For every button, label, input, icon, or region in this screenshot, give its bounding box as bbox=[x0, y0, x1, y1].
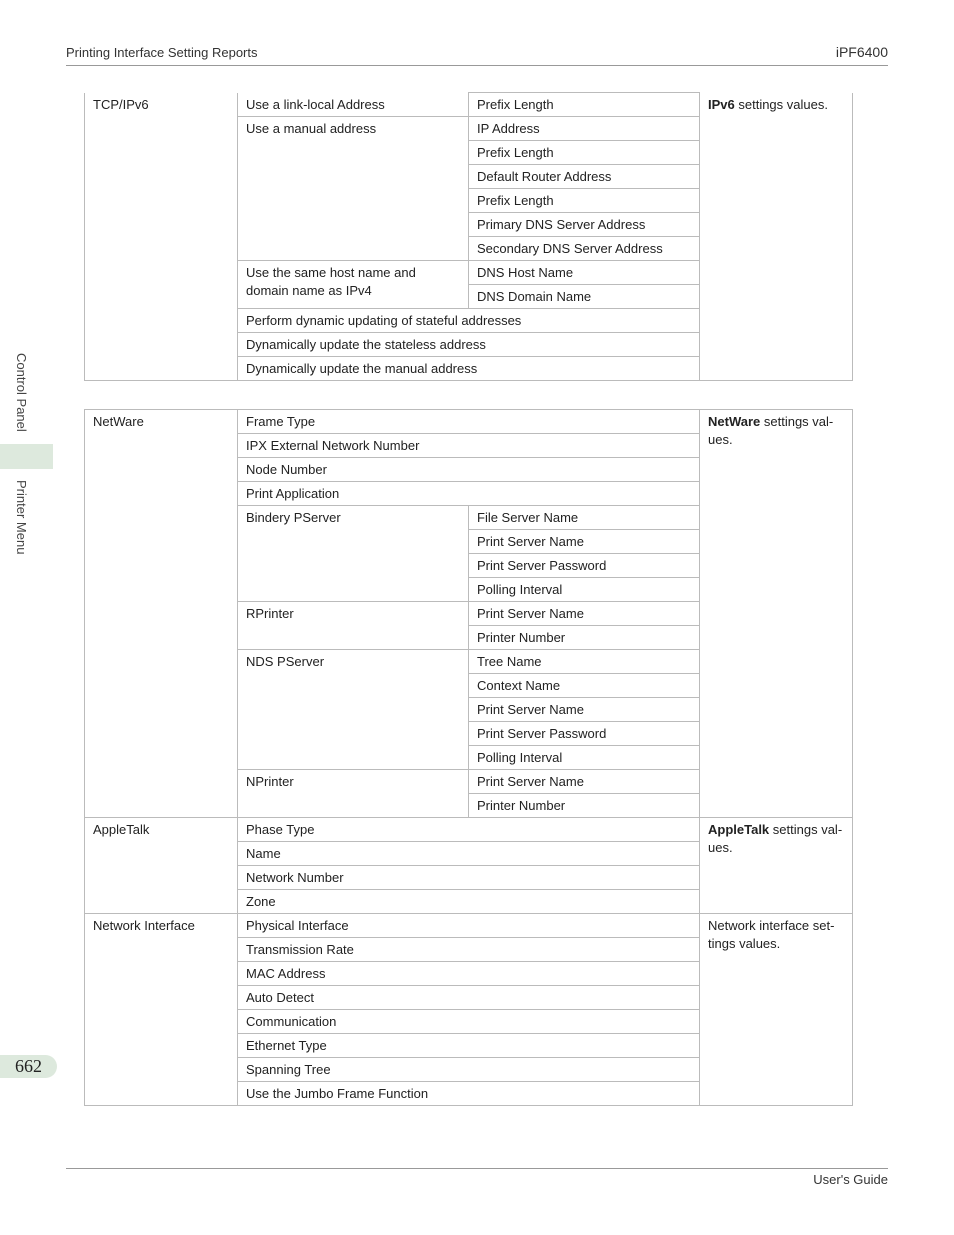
section-description: AppleTalk settings val-ues. bbox=[700, 818, 853, 914]
setting-name: Zone bbox=[238, 890, 700, 914]
setting-name: NPrinter bbox=[238, 770, 469, 818]
sub-setting: DNS Host Name bbox=[469, 261, 700, 285]
sub-setting: Prefix Length bbox=[469, 189, 700, 213]
setting-name: Print Application bbox=[238, 482, 700, 506]
sub-setting: Context Name bbox=[469, 674, 700, 698]
setting-name: Use a manual address bbox=[238, 117, 469, 261]
section-description: NetWare settings val-ues. bbox=[700, 410, 853, 818]
setting-name: Communication bbox=[238, 1010, 700, 1034]
section-description: IPv6 settings values. bbox=[700, 93, 853, 381]
sub-setting: Prefix Length bbox=[469, 141, 700, 165]
running-header-title: Printing Interface Setting Reports bbox=[66, 45, 258, 60]
setting-name: Auto Detect bbox=[238, 986, 700, 1010]
sub-setting: File Server Name bbox=[469, 506, 700, 530]
sub-setting: Print Server Password bbox=[469, 722, 700, 746]
section-name: TCP/IPv6 bbox=[85, 93, 238, 381]
sub-setting: Prefix Length bbox=[469, 93, 700, 117]
table-row bbox=[85, 93, 853, 117]
sub-setting: Print Server Password bbox=[469, 554, 700, 578]
sub-setting: Polling Interval bbox=[469, 746, 700, 770]
sub-setting: IP Address bbox=[469, 117, 700, 141]
sub-setting: Secondary DNS Server Address bbox=[469, 237, 700, 261]
sub-setting: Print Server Name bbox=[469, 602, 700, 626]
setting-name: Use the same host name and domain name as IPv4 bbox=[238, 261, 469, 309]
table-row bbox=[85, 410, 853, 434]
tcpipv6-table bbox=[84, 92, 853, 381]
footer-rule bbox=[66, 1168, 888, 1169]
setting-name: Use the Jumbo Frame Function bbox=[238, 1082, 700, 1106]
page-number: 662 bbox=[0, 1055, 57, 1078]
section-description: Network interface set-tings values. bbox=[700, 914, 853, 1106]
setting-name: Node Number bbox=[238, 458, 700, 482]
sub-setting: Tree Name bbox=[469, 650, 700, 674]
setting-name: Transmission Rate bbox=[238, 938, 700, 962]
setting-name: Dynamically update the stateless address bbox=[238, 333, 700, 357]
running-footer: User's Guide bbox=[813, 1172, 888, 1187]
section-name: AppleTalk bbox=[85, 818, 238, 914]
setting-name: Network Number bbox=[238, 866, 700, 890]
setting-name: Name bbox=[238, 842, 700, 866]
section-name: Network Interface bbox=[85, 914, 238, 1106]
setting-name: Phase Type bbox=[238, 818, 700, 842]
sub-setting: Print Server Name bbox=[469, 770, 700, 794]
setting-name: Perform dynamic updating of stateful addresses bbox=[238, 309, 700, 333]
side-tab-highlight bbox=[0, 444, 53, 469]
sub-setting: Print Server Name bbox=[469, 530, 700, 554]
header-rule bbox=[66, 65, 888, 66]
sub-setting: Polling Interval bbox=[469, 578, 700, 602]
setting-name: Dynamically update the manual address bbox=[238, 357, 700, 381]
netware-table bbox=[84, 409, 853, 1106]
sub-setting: Printer Number bbox=[469, 794, 700, 818]
sub-setting: Default Router Address bbox=[469, 165, 700, 189]
running-header-model: iPF6400 bbox=[835, 44, 888, 60]
setting-name: Use a link-local Address bbox=[238, 93, 469, 117]
sub-setting: DNS Domain Name bbox=[469, 285, 700, 309]
sub-setting: Printer Number bbox=[469, 626, 700, 650]
setting-name: MAC Address bbox=[238, 962, 700, 986]
side-tab-printer-menu[interactable]: Printer Menu bbox=[14, 480, 29, 555]
setting-name: RPrinter bbox=[238, 602, 469, 650]
setting-name: Physical Interface bbox=[238, 914, 700, 938]
section-name: NetWare bbox=[85, 410, 238, 818]
table-row bbox=[85, 818, 853, 842]
setting-name: Spanning Tree bbox=[238, 1058, 700, 1082]
table-row bbox=[85, 914, 853, 938]
setting-name: NDS PServer bbox=[238, 650, 469, 770]
sub-setting: Primary DNS Server Address bbox=[469, 213, 700, 237]
sub-setting: Print Server Name bbox=[469, 698, 700, 722]
side-tab-control-panel[interactable]: Control Panel bbox=[14, 353, 29, 432]
setting-name: Ethernet Type bbox=[238, 1034, 700, 1058]
setting-name: Bindery PServer bbox=[238, 506, 469, 602]
setting-name: IPX External Network Number bbox=[238, 434, 700, 458]
setting-name: Frame Type bbox=[238, 410, 700, 434]
